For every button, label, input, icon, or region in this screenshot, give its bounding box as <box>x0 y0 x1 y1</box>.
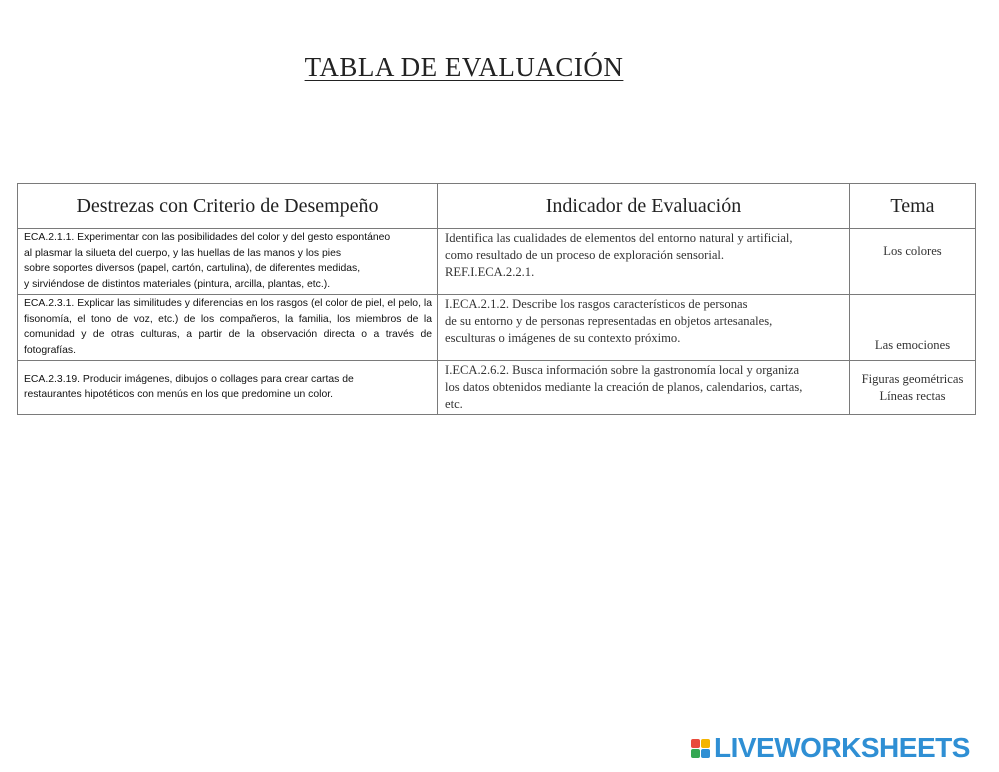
indicador-line: I.ECA.2.6.2. Busca información sobre la gastronomía local y organiza <box>445 363 800 377</box>
table-row <box>18 229 976 295</box>
tema-cell <box>850 361 976 415</box>
tema-cell <box>850 295 976 361</box>
table-row <box>18 295 976 361</box>
tema-line: Los colores <box>883 244 942 258</box>
indicador-line: los datos obtenidos mediante la creación de planos, calendarios, cartas, <box>445 380 803 394</box>
header-destrezas: Destrezas con Criterio de Desempeño <box>18 184 438 229</box>
logo-square <box>701 739 710 748</box>
destreza-line: ECA.2.3.19. Producir imágenes, dibujos o collages para crear cartas de <box>24 373 354 385</box>
page-title-text: TABLA DE EVALUACIÓN <box>304 52 624 82</box>
tema-line: Las emociones <box>874 338 951 352</box>
destreza-line: restaurantes hipotéticos con menús en los que predomine un color. <box>24 389 334 400</box>
indicador-line: como resultado de un proceso de exploración sensorial. <box>445 248 725 262</box>
indicador-line: etc. <box>445 397 463 411</box>
destreza-line: al plasmar la silueta del cuerpo, y las huellas de las manos y los pies <box>24 247 342 259</box>
destreza-cell: ECA.2.3.1. Explicar las similitudes y diferencias en los rasgos (el color de piel, el pelo, la fisonomía, el tono de voz, etc.) de los compañeros, la familia, los miembros de la comunidad y de otras culturas, a partir de la observación directa o a través de fotografías. <box>18 295 438 361</box>
indicador-cell <box>438 229 850 295</box>
liveworksheets-logo <box>691 733 970 763</box>
table-row <box>18 361 976 415</box>
indicador-line: de su entorno y de personas representadas en objetos artesanales, <box>445 314 773 328</box>
tema-line: Figuras geométricas <box>861 371 964 386</box>
indicador-line: Identifica las cualidades de elementos del entorno natural y artificial, <box>445 231 793 245</box>
liveworksheets-mark-icon <box>691 739 710 758</box>
page-title <box>0 52 928 83</box>
destreza-line: sobre soportes diversos (papel, cartón, cartulina), de diferentes medidas, <box>24 263 361 274</box>
logo-text: LIVEWORKSHEETS <box>714 732 970 763</box>
indicador-cell <box>438 295 850 361</box>
destreza-cell <box>18 361 438 415</box>
destreza-line: ECA.2.1.1. Experimentar con las posibilidades del color y del gesto espontáneo <box>24 232 391 243</box>
destreza-cell <box>18 229 438 295</box>
indicador-cell <box>438 361 850 415</box>
logo-square <box>691 749 700 758</box>
header-tema: Tema <box>850 184 976 229</box>
logo-square <box>691 739 700 748</box>
tema-line: Líneas rectas <box>879 388 946 403</box>
evaluation-table <box>17 183 976 415</box>
destreza-line: y sirviéndose de distintos materiales (pintura, arcilla, plantas, etc.). <box>24 278 331 290</box>
table-header-row <box>18 184 976 229</box>
tema-cell <box>850 229 976 295</box>
indicador-line: REF.I.ECA.2.2.1. <box>445 265 535 279</box>
header-indicador: Indicador de Evaluación <box>438 184 850 229</box>
logo-square <box>701 749 710 758</box>
indicador-line: esculturas o imágenes de su contexto próximo. <box>445 331 681 345</box>
indicador-line: I.ECA.2.1.2. Describe los rasgos característicos de personas <box>445 297 748 311</box>
